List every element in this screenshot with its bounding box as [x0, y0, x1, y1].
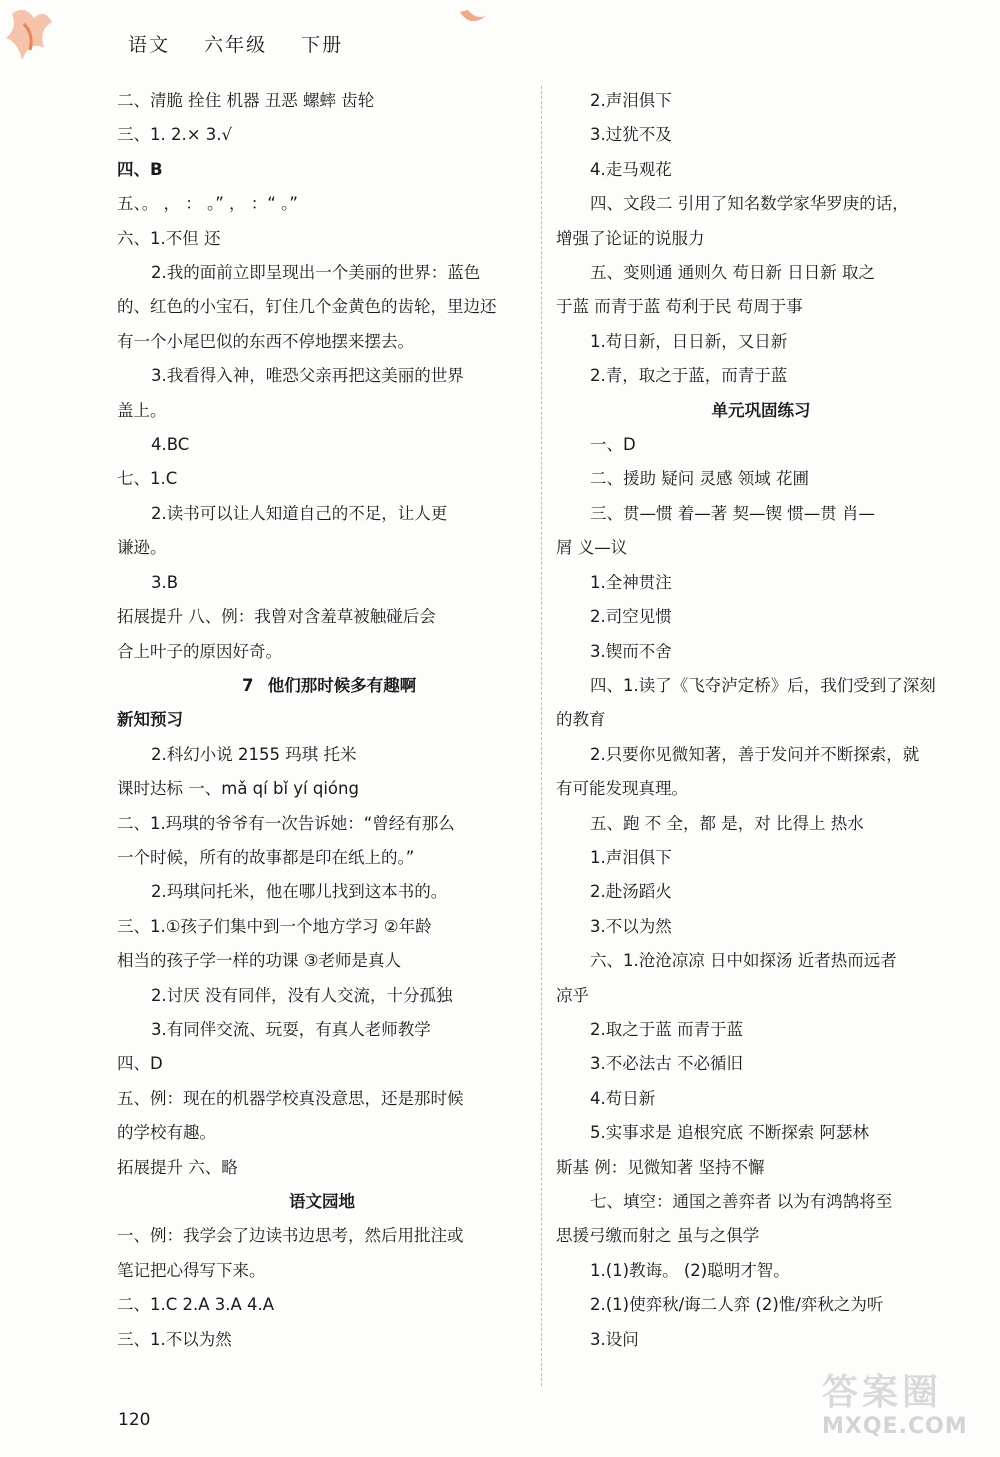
left-answer-column [117, 84, 527, 1357]
answer-line: 三、贯—惯 着—著 契—锲 惯—贯 肖— [590, 503, 875, 523]
header-grade: 六年级 [204, 34, 268, 56]
answer-line: 3.B [151, 572, 179, 592]
answer-line: 3.过犹不及 [590, 125, 672, 145]
answer-line: 5.实事求是 追根究底 不断探索 阿瑟林 [590, 1123, 869, 1143]
answer-line: 3.设问 [590, 1329, 639, 1349]
answer-line: 2.我的面前立即呈现出一个美丽的世界：蓝色 [151, 263, 481, 283]
watermark-logo-text: 答案圈 [822, 1371, 943, 1413]
answer-line: 七、1.C [117, 469, 178, 489]
answer-line: 的学校有趣。 [117, 1123, 216, 1143]
site-watermark [822, 1372, 990, 1452]
answer-line: 六、1.不但 还 [117, 228, 221, 248]
answer-line: 2.司空见惯 [590, 607, 672, 627]
answer-line: 3.有同伴交流、玩耍，有真人老师教学 [151, 1019, 431, 1039]
answer-line: 一、D [590, 435, 636, 455]
page-number: 120 [118, 1410, 151, 1430]
answer-line: 有可能发现真理。 [556, 779, 688, 799]
answer-line: 谦逊。 [117, 538, 167, 558]
answer-line: 四、1.读了《飞夺泸定桥》后，我们受到了深刻 [590, 675, 936, 695]
answer-line: 单元巩固练习 [711, 400, 811, 420]
answer-line: 4.走马观花 [590, 159, 672, 179]
answer-line: 二、1.C 2.A 3.A 4.A [117, 1295, 275, 1315]
answer-line: 3.我看得入神，唯恐父亲再把这美丽的世界 [151, 366, 464, 386]
answer-line: 斯基 例：见微知著 坚持不懈 [556, 1157, 765, 1177]
corner-flower-decoration [4, 4, 64, 74]
answer-line: 课时达标 一、mǎ qí bǐ yí qióng [117, 779, 359, 799]
answer-line: 盖上。 [117, 400, 167, 420]
answer-line: 1.全神贯注 [590, 572, 672, 592]
answer-line: 新知预习 [117, 710, 183, 730]
answer-line: 拓展提升 八、例：我曾对含羞草被触碰后会 [117, 607, 436, 627]
answer-line: 3.不必法古 不必循旧 [590, 1054, 743, 1074]
answer-line: 三、1.①孩子们集中到一个地方学习 ②年龄 [117, 916, 432, 936]
answer-line: 合上叶子的原因好奇。 [117, 641, 282, 661]
answer-line: 2.赴汤蹈火 [590, 882, 672, 902]
answer-line: 有一个小尾巴似的东西不停地摆来摆去。 [117, 331, 414, 351]
answer-line: 2.青，取之于蓝，而青于蓝 [590, 366, 788, 386]
answer-line: 五、。 ， ： 。” ， ：“ 。” [117, 194, 298, 214]
answer-line: 2.(1)使弈秋/诲二人弈 (2)惟/弈秋之为听 [590, 1295, 884, 1315]
corner-leaf-decoration [458, 6, 488, 30]
answer-line: 于蓝 而青于蓝 苟利于民 苟周于事 [556, 297, 803, 317]
answer-line: 1.苟日新，日日新，又日新 [590, 331, 788, 351]
answer-line: 四、B [117, 159, 163, 179]
answer-line: 2.只要你见微知著，善于发问并不断探索，就 [590, 744, 920, 764]
answer-line: 拓展提升 六、略 [117, 1157, 238, 1177]
answer-line: 三、1. 2.× 3.√ [117, 125, 233, 145]
answer-line: 五、例：现在的机器学校真没意思，还是那时候 [117, 1088, 464, 1108]
answer-line: 2.讨厌 没有同伴，没有人交流，十分孤独 [151, 985, 453, 1005]
watermark-url: MXQE.COM [822, 1414, 968, 1439]
answer-line: 4.苟日新 [590, 1088, 656, 1108]
header-volume: 下册 [301, 34, 344, 56]
answer-line: 二、清脆 拴住 机器 丑恶 螺蟀 齿轮 [117, 91, 375, 110]
answer-line: 二、援助 疑问 灵感 领域 花圃 [590, 469, 809, 489]
answer-line: 一个时候，所有的故事都是印在纸上的。” [117, 847, 415, 867]
lesson-title: 他们那时候多有趣啊 [267, 675, 417, 695]
answer-line: 2.取之于蓝 而青于蓝 [590, 1019, 743, 1039]
header-subject: 语文 [128, 34, 171, 56]
answer-line: 的教育 [556, 710, 606, 730]
page-header [128, 30, 369, 57]
answer-line: 2.玛琪问托米，他在哪儿找到这本书的。 [151, 882, 448, 902]
answer-line: 1.声泪俱下 [590, 847, 672, 867]
answer-line: 四、D [117, 1054, 163, 1074]
answer-line: 笔记把心得写下来。 [117, 1260, 266, 1280]
answer-line: 2.读书可以让人知道自己的不足，让人更 [151, 503, 448, 523]
answer-line: 1.(1)教诲。 (2)聪明才智。 [590, 1260, 790, 1280]
answer-line: 增强了论证的说服力 [556, 228, 705, 248]
answer-line: 3.锲而不舍 [590, 641, 672, 661]
answer-line: 五、变则通 通则久 苟日新 日日新 取之 [590, 263, 875, 283]
answer-line: 三、1.不以为然 [117, 1329, 232, 1349]
answer-line: 思援弓缴而射之 虽与之俱学 [556, 1226, 760, 1246]
answer-line: 屑 义—议 [556, 538, 628, 558]
answer-line: 2.声泪俱下 [590, 91, 672, 110]
answer-line: 六、1.沧沧凉凉 日中如探汤 近者热而远者 [590, 951, 897, 971]
right-answer-column [556, 84, 966, 1357]
answer-line: 四、文段二 引用了知名数学家华罗庚的话， [590, 194, 909, 214]
answer-line: 五、跑 不 全，都 是，对 比得上 热水 [590, 813, 864, 833]
answer-line: 一、例：我学会了边读书边思考，然后用批注或 [117, 1226, 464, 1246]
answer-line [117, 669, 527, 703]
column-divider [541, 86, 542, 1386]
answer-line: 语文园地 [289, 1192, 355, 1211]
answer-line: 二、1.玛琪的爷爷有一次告诉她：“曾经有那么 [117, 813, 455, 833]
lesson-number: 7 [242, 675, 254, 695]
answer-line: 的、红色的小宝石，钉住几个金黄色的齿轮，里边还 [117, 297, 497, 317]
answer-line: 2.科幻小说 2155 玛琪 托米 [151, 744, 357, 764]
answer-line: 3.不以为然 [590, 916, 672, 936]
answer-line: 相当的孩子学一样的功课 ③老师是真人 [117, 951, 402, 971]
answer-line: 凉乎 [556, 985, 589, 1005]
answer-line: 七、填空：通国之善弈者 以为有鸿鹄将至 [590, 1192, 893, 1211]
answer-line: 4.BC [151, 435, 190, 455]
